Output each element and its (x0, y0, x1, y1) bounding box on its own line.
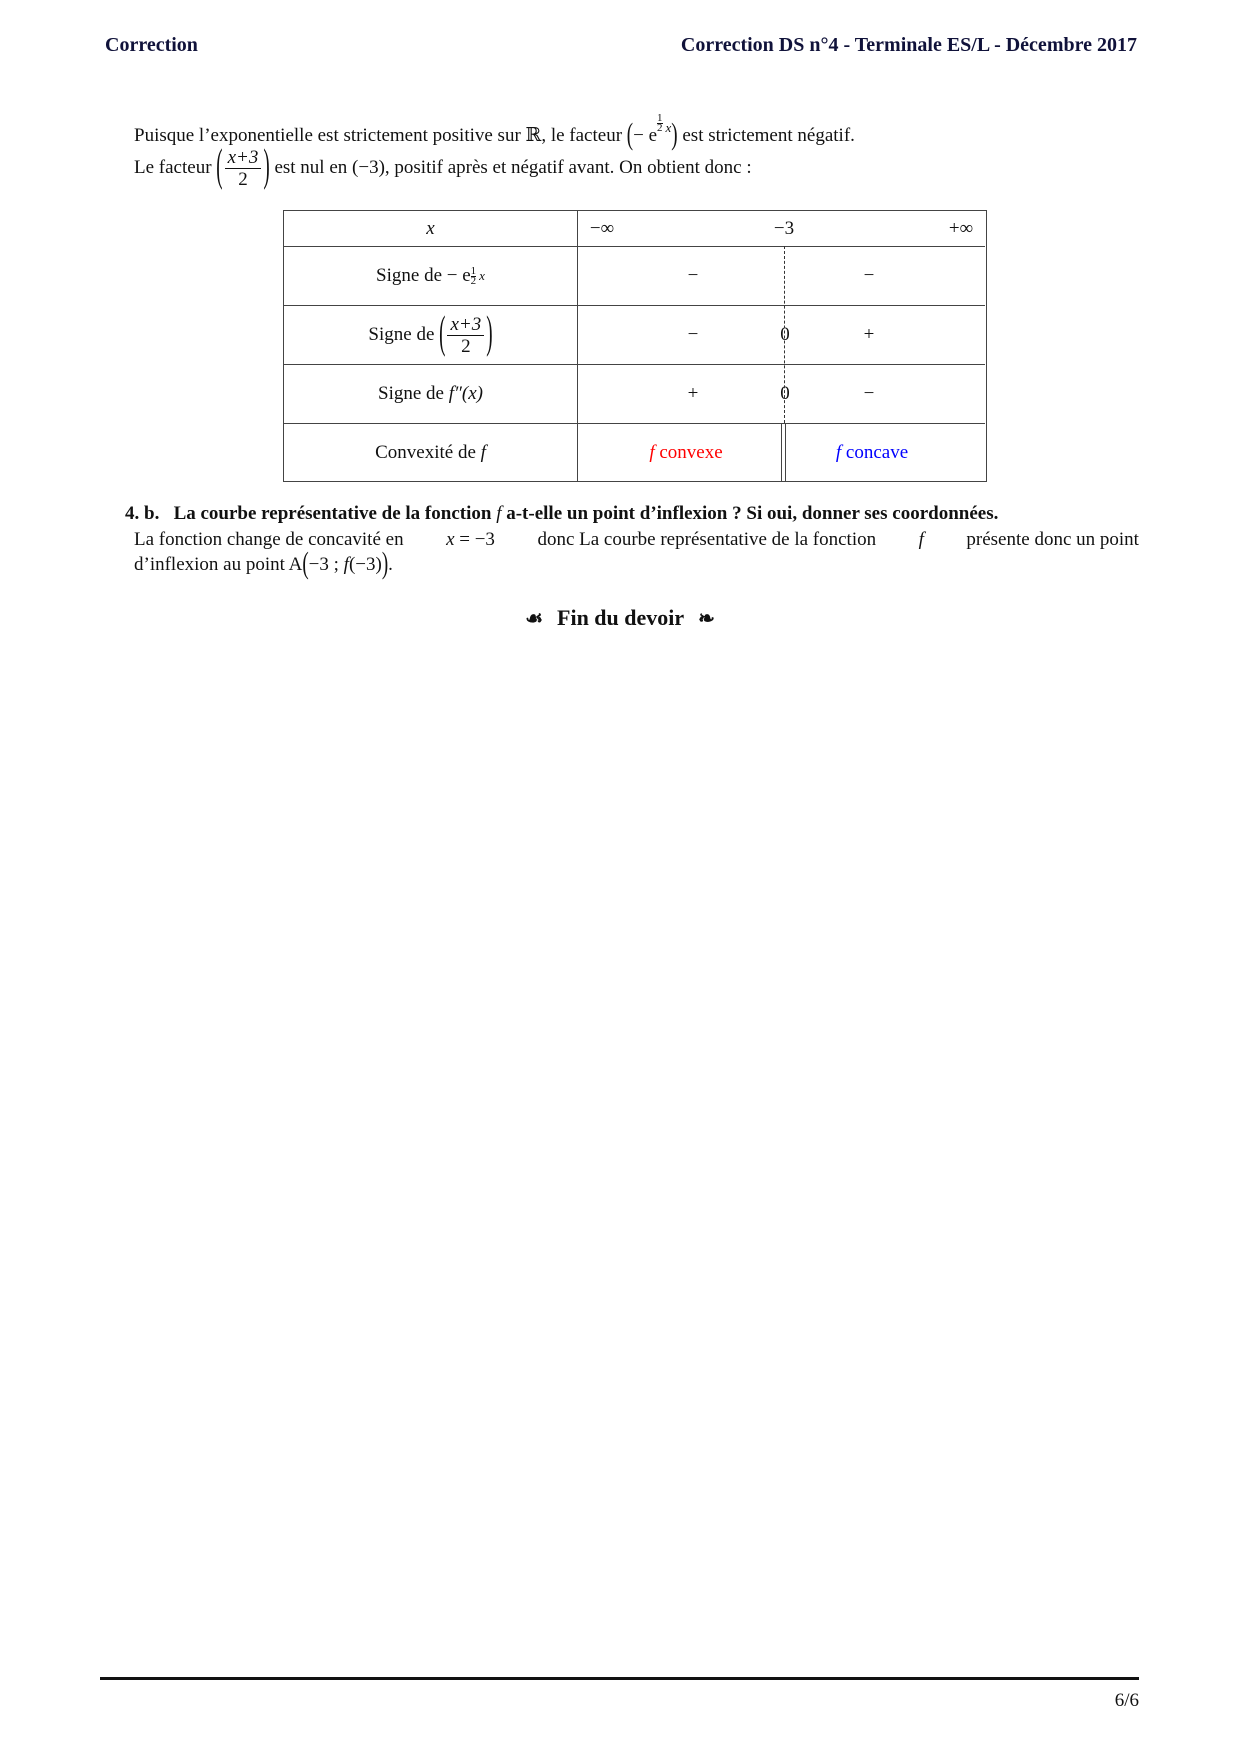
row-label: Convexité de f (375, 441, 486, 463)
end-of-assignment (0, 605, 1240, 631)
table-header-row (284, 211, 985, 247)
sign-right: − (863, 383, 875, 404)
footer-rule (100, 1677, 1139, 1680)
sign-zero: 0 (780, 324, 790, 345)
question-number: 4. b. (125, 503, 160, 524)
math-minus-e: − e (633, 125, 658, 146)
convexity-left: f convexe (649, 441, 723, 463)
answer-line-1: La fonction change de concavité en x = −3 donc La courbe représentative de la fonction f présente donc un point (134, 529, 1139, 550)
sign-left: + (687, 383, 699, 404)
critical-value-double-bar (781, 423, 786, 482)
sign-right: + (863, 324, 875, 345)
intro-text: Puisque l’exponentielle est strictement positive sur ℝ, le facteur (134, 125, 623, 146)
table-row-convexity (284, 424, 985, 481)
question-4b: 4. b. La courbe représentative de la fonction f a-t-elle un point d’inflexion ? Si oui, donner ses coordonnées. (125, 503, 999, 524)
answer-line-2: d’inflexion au point A(−3 ; f(−3)). (134, 547, 393, 581)
header-left-title: Correction (105, 34, 198, 56)
header-right-title: Correction DS n°4 - Terminale ES/L - Décembre 2017 (680, 34, 1137, 56)
x-value-plus-infinity: +∞ (948, 217, 974, 239)
x-value-minus-infinity: −∞ (589, 217, 615, 239)
paren-close: ) (671, 118, 678, 152)
row-label: Signe de ( $\frac{x+3}{2}$ ) (368, 308, 493, 359)
exponent-fraction: $\frac{1}{2}$ (657, 112, 663, 134)
sign-left: − (687, 324, 699, 345)
exponent-x: x (665, 120, 672, 135)
intro-text-end: est nul en (−3), positif après et négatif avant. On obtient donc : (274, 157, 752, 178)
intro-text: Le facteur (134, 157, 212, 178)
row-label: Signe de f″(x) (378, 383, 483, 404)
table-row (284, 306, 985, 365)
x-value-critical: −3 (773, 217, 795, 239)
sign-table (283, 210, 987, 482)
paren-open: ( (626, 118, 634, 152)
ornament-right-icon: ❧ (698, 608, 715, 630)
intro-text-end: est strictement négatif. (682, 125, 855, 146)
intro-line-2 (134, 142, 752, 194)
page-number: 6/6 (1114, 1690, 1139, 1711)
paren-close: ) (263, 141, 270, 192)
table-row (284, 365, 985, 424)
sign-left: − (687, 265, 699, 286)
fraction: $\frac{x+3}{2}$ (225, 147, 262, 190)
sign-zero: 0 (780, 383, 790, 404)
x-label: x (426, 217, 435, 239)
ornament-left-icon: ☙ (525, 608, 544, 630)
table-row (284, 247, 985, 306)
sign-right: − (863, 265, 875, 286)
end-text: Fin du devoir (557, 605, 685, 630)
row-label: Signe de − e $\frac{1}{2}$ x (376, 264, 485, 287)
convexity-right: f concave (835, 441, 909, 463)
paren-open: ( (216, 141, 223, 192)
critical-value-dashed-line (784, 246, 785, 423)
